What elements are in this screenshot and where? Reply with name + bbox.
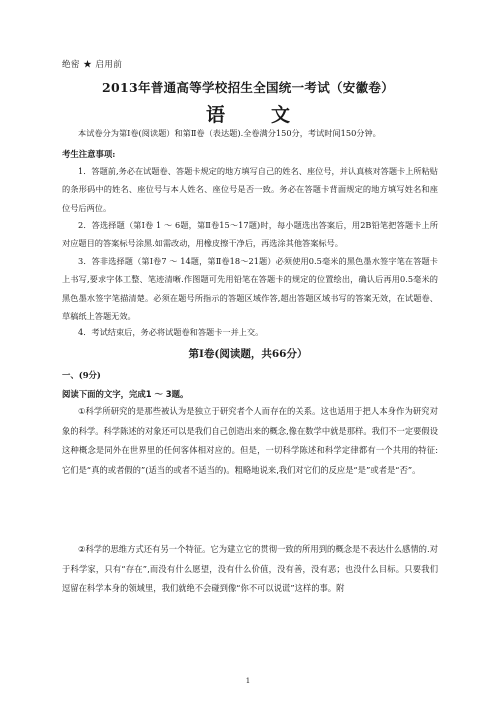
exam-intro: 本试卷分为第Ⅰ卷(阅读题）和第Ⅱ卷（表达题).全卷满分150分，考试时间150分钟。 — [78, 128, 381, 138]
notice-item-4: 4．考试结束后，务必将试题卷和答题卡一并上交。 — [78, 327, 264, 337]
subject-char-2: 文 — [271, 104, 291, 126]
section-title: 第Ⅰ卷(阅读题，共66分） — [188, 348, 308, 360]
notice-item-2: 2．答选择题（第Ⅰ卷 1 ～ 6题，第Ⅱ卷15～17题)时，每小题选出答案后，用2B铅笔把答题卡上所对应题目的答案标号涂黑.如需改动，用橡皮擦干净后，再选涂其他答案标号。 — [62, 220, 438, 249]
part-one-heading: 一、(9分) — [62, 370, 101, 380]
notice-item-3: 3．答非选择题（第Ⅰ卷7 ～ 14题，第Ⅱ卷18～21题）必须使用0.5毫米的黑色墨水签字笔在答题卡上书写,要求字体工整、笔迹清晰.作图题可先用铅笔在答题卡的规定的位置绘出，确认后再用0.5毫米的黑色墨水签字笔描清楚。必须在题号所指示的答题区域作答,超出答题区域书写的答案无效，在试题卷、草稿纸上答题无效。 — [62, 256, 438, 322]
part-one-instruction: 阅读下面的文字，完成1 ～ 3题。 — [62, 389, 189, 399]
notice-heading: 考生注意事项: — [62, 149, 116, 159]
reading-paragraph-1: ①科学所研究的是那些被认为是独立于研究者个人而存在的关系。这也适用于把人本身作为研究对象的科学。科学陈述的对象还可以是我们自己创造出来的概念,像在数学中就是那样。我们不一定要假设这种概念是同外在世界里的任何客体相对应的。但是，一切科学陈述和科学定律都有一个共用的特征:它们是“真的或者假的”(适当的或者不适当的)。粗略地说来,我们对它们的反应是“是”或者是“否”。 — [62, 406, 439, 475]
page-number: 1 — [245, 677, 251, 685]
confidential-mark: 绝密 ★ 启用前 — [62, 60, 123, 70]
subject-title — [0, 100, 496, 127]
subject-char-1: 语 — [205, 104, 225, 126]
notice-item-1: 1．答题前,务必在试题卷、答题卡规定的地方填写自己的姓名、座位号，并认真核对答题卡上所粘贴的条形码中的姓名、座位号与本人姓名、座位号是否一致。务必在答题卡背面规定的地方填写姓名和座位号后两位。 — [62, 166, 438, 213]
exam-title: 2013年普通高等学校招生全国统一考试（安徽卷） — [102, 80, 394, 95]
reading-paragraph-2: ②科学的思维方式还有另一个特征。它为建立它的贯彻一致的所用到的概念是不表达什么感情的.对于科学家，只有“存在”,而没有什么愿望，没有什么价值，没有善，没有恶；也没什么目标。只要我们逗留在科学本身的领域里，我们就绝不会碰到像“你不可以说谎”这样的事。附 — [62, 544, 438, 594]
